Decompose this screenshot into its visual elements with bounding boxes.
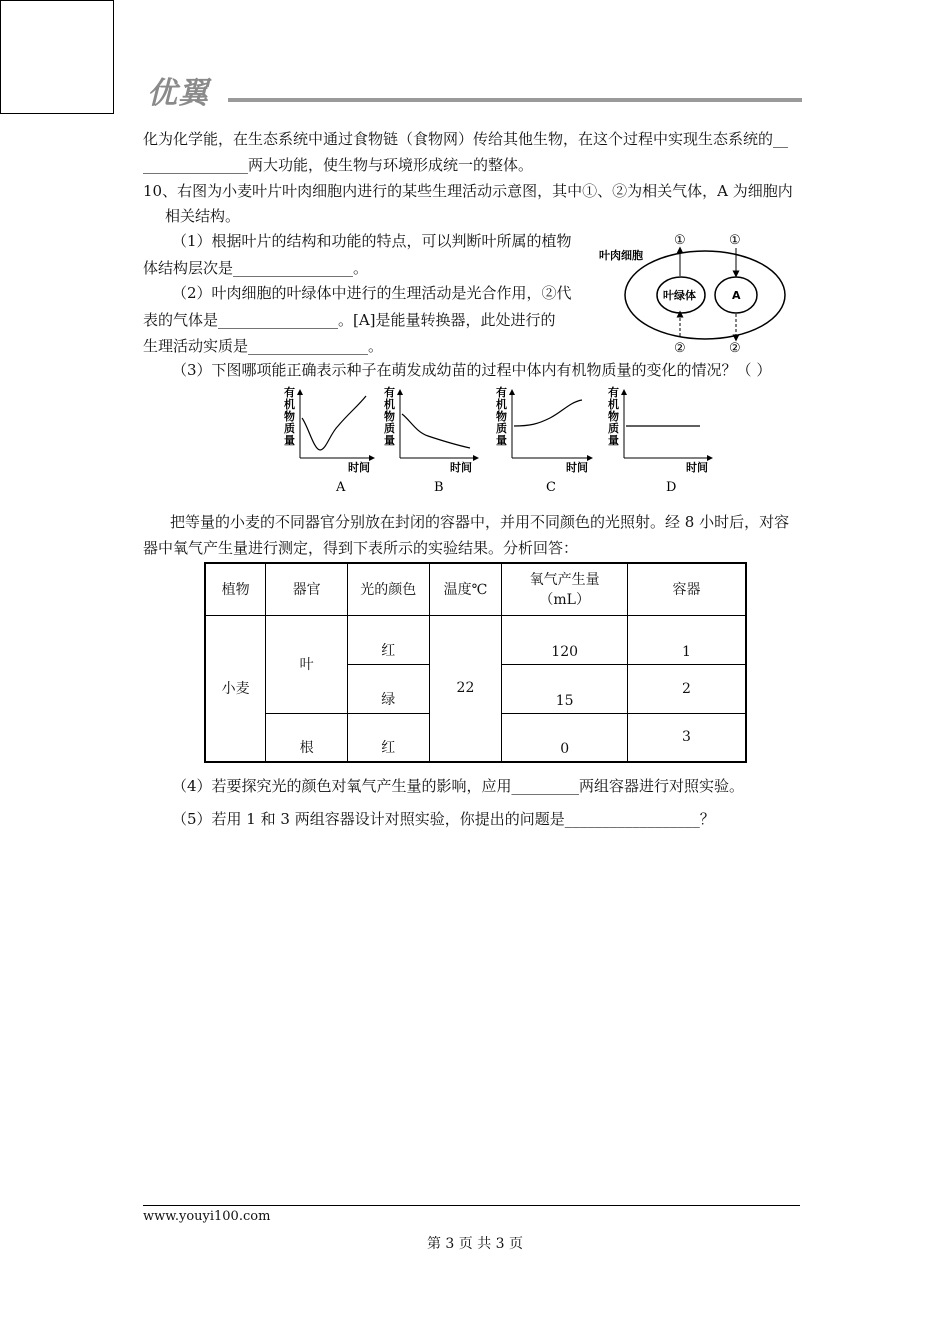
graph-a-ylabel-3: 物 <box>284 410 295 423</box>
question-10-line-2: 相关结构。 <box>165 207 241 225</box>
cell-container-1: 1 <box>627 615 746 664</box>
graph-b-ylabel-2: 机 <box>384 398 395 411</box>
text-line-1: 化为化学能，在生态系统中通过食物链（食物网）传给其他生物，在这个过程中实现生态系统的__ <box>143 130 789 148</box>
cell-container-3: 3 <box>627 713 746 762</box>
graph-d-ylabel-1: 有 <box>608 386 619 399</box>
graph-a-xlabel: 时间 <box>348 461 370 474</box>
cell-temperature: 22 <box>429 615 502 762</box>
header-organ: 器官 <box>266 563 348 615</box>
graph-c-ylabel-3: 物 <box>496 410 507 423</box>
cell-label: 叶肉细胞 <box>599 249 643 262</box>
cell-container-2: 2 <box>627 664 746 713</box>
header-container: 容器 <box>627 563 746 615</box>
cell-oxygen-1: 120 <box>502 615 628 664</box>
subquestion-4-line: （4）若要探究光的颜色对氧气产生量的影响，应用_________两组容器进行对照实验。 <box>172 777 745 795</box>
structure-a-label: A <box>732 289 741 302</box>
graph-c-ylabel-1: 有 <box>496 386 507 399</box>
header-oxygen-line-1: 氧气产生量 <box>529 572 600 589</box>
gas-2-right: ② <box>729 341 741 356</box>
graph-c-ylabel-5: 量 <box>496 434 507 447</box>
subquestion-2-line-3: 生理活动实质是________________。 <box>143 337 384 355</box>
paragraph-line-2: 器中氧气产生量进行测定，得到下表所示的实验结果。分析回答： <box>143 539 579 557</box>
graph-d <box>608 385 710 495</box>
graph-d-ylabel-3: 物 <box>608 410 619 423</box>
cell-color-red-2: 红 <box>347 713 429 762</box>
graph-c-ylabel-4: 质 <box>496 422 507 435</box>
cell-oxygen-3: 0 <box>502 713 628 762</box>
graph-d-ylabel-2: 机 <box>608 398 619 411</box>
logo: 优翼 <box>147 76 209 111</box>
gas-1-left: ① <box>674 233 686 248</box>
cell-color-green: 绿 <box>347 664 429 713</box>
graph-b-ylabel-1: 有 <box>384 386 395 399</box>
graph-a-curve <box>302 396 366 450</box>
cell-plant: 小麦 <box>205 615 266 762</box>
graph-c-option-label: C <box>546 480 556 495</box>
corner-frame <box>0 0 114 114</box>
graph-c <box>496 385 590 495</box>
table-row <box>205 615 746 664</box>
cell-organ-root: 根 <box>266 713 348 762</box>
chloroplast-label: 叶绿体 <box>663 289 696 302</box>
graph-a-ylabel-4: 质 <box>284 422 295 435</box>
graph-b <box>384 385 476 495</box>
header-rule <box>228 98 802 102</box>
results-table <box>204 562 747 763</box>
question-10-line-1: 10、右图为小麦叶片叶肉细胞内进行的某些生理活动示意图，其中①、②为相关气体，A 为细胞内 <box>143 182 793 200</box>
subquestion-2-line-1: （2）叶肉细胞的叶绿体中进行的生理活动是光合作用，②代 <box>172 284 572 302</box>
graph-a <box>284 385 372 495</box>
graph-c-xlabel: 时间 <box>566 461 588 474</box>
graph-b-option-label: B <box>434 480 444 495</box>
subquestion-1-line-2: 体结构层次是________________。 <box>143 259 369 277</box>
footer-rule <box>143 1205 800 1206</box>
subquestion-5-line: （5）若用 1 和 3 两组容器设计对照实验，你提出的问题是__________________？ <box>172 810 715 828</box>
cell-oxygen-2: 15 <box>502 664 628 713</box>
graph-d-xlabel: 时间 <box>686 461 708 474</box>
cell-color-red: 红 <box>347 615 429 664</box>
paragraph-line-1: 把等量的小麦的不同器官分别放在封闭的容器中，并用不同颜色的光照射。经 8 小时后，对容 <box>170 513 790 531</box>
leaf-cell-diagram <box>595 228 790 358</box>
header-oxygen-line-2: （mL） <box>539 592 590 609</box>
text-line-2: ______________两大功能，使生物与环境形成统一的整体。 <box>143 156 534 174</box>
table-header-row <box>205 563 746 615</box>
graph-c-ylabel-2: 机 <box>496 398 507 411</box>
header-oxygen <box>502 563 628 615</box>
graph-d-option-label: D <box>666 480 677 495</box>
gas-1-right: ① <box>729 233 741 248</box>
graph-d-ylabel-5: 量 <box>608 434 619 447</box>
graph-d-ylabel-4: 质 <box>608 422 619 435</box>
page-number: 第 3 页 共 3 页 <box>426 1236 524 1252</box>
subquestion-1-line-1: （1）根据叶片的结构和功能的特点，可以判断叶所属的植物 <box>172 232 572 250</box>
subquestion-3-line: （3）下图哪项能正确表示种子在萌发成幼苗的过程中体内有机物质量的变化的情况？（ ） <box>172 361 772 379</box>
graph-a-ylabel-2: 机 <box>284 398 295 411</box>
graph-a-ylabel-1: 有 <box>284 386 295 399</box>
cell-organ-leaf: 叶 <box>266 615 348 713</box>
graph-b-ylabel-4: 质 <box>384 422 395 435</box>
graph-b-ylabel-3: 物 <box>384 410 395 423</box>
header-temperature: 温度℃ <box>429 563 502 615</box>
graph-b-ylabel-5: 量 <box>384 434 395 447</box>
graph-b-curve <box>402 414 470 448</box>
header-light-color: 光的颜色 <box>347 563 429 615</box>
graph-a-option-label: A <box>336 480 346 495</box>
gas-2-left: ② <box>674 341 686 356</box>
graph-c-curve <box>514 400 582 426</box>
subquestion-2-line-2: 表的气体是________________。[A]是能量转换器，此处进行的 <box>143 311 556 329</box>
graph-b-xlabel: 时间 <box>450 461 472 474</box>
header-plant: 植物 <box>205 563 266 615</box>
graph-a-ylabel-5: 量 <box>284 434 295 447</box>
footer-url[interactable]: www.youyi100.com <box>143 1209 271 1224</box>
option-graphs <box>270 384 730 496</box>
